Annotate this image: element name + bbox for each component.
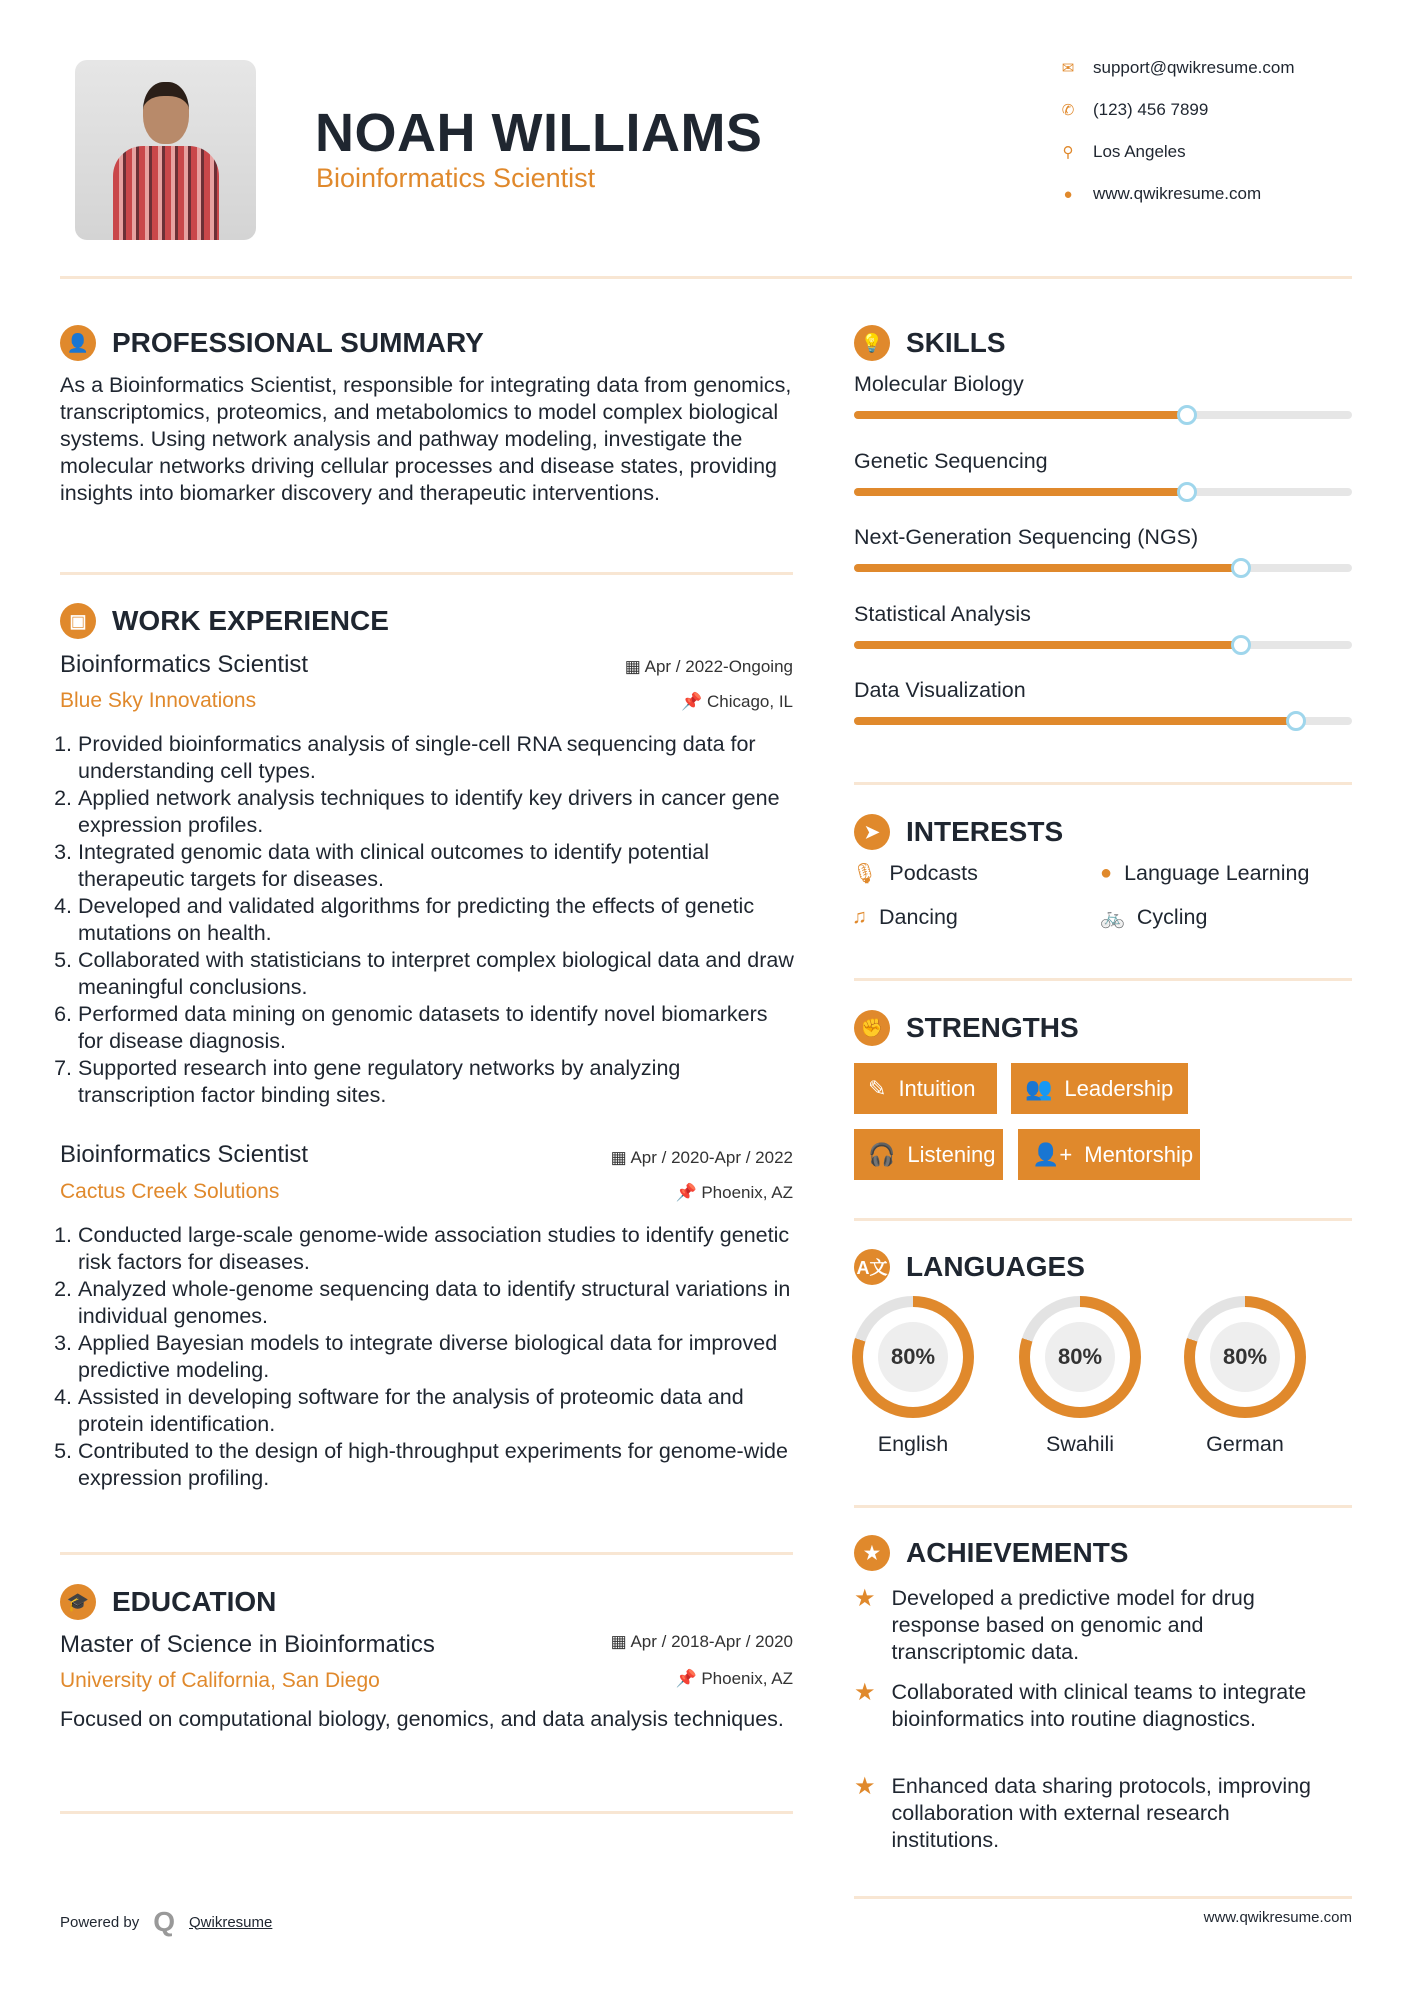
- languages-heading: [854, 1249, 1085, 1285]
- skill-item: [854, 602, 1352, 679]
- achievement-text: Collaborated with clinical teams to integrate bioinformatics into routine diagnostics.: [891, 1680, 1307, 1731]
- microphone-icon: 🎙: [852, 863, 878, 885]
- language-label: German: [1206, 1432, 1284, 1456]
- footer-brand: [60, 1906, 272, 1938]
- user-icon: 👤: [60, 325, 96, 361]
- candidate-title: Bioinformatics Scientist: [316, 163, 596, 193]
- list-item: 3. Applied Bayesian models to integrate diverse biological data for improved predictive modeling.: [78, 1330, 795, 1384]
- date-text: Apr / 2020-Apr / 2022: [630, 1148, 793, 1167]
- job-title: Bioinformatics Scientist: [60, 651, 309, 678]
- heading-text: STRENGTHS: [906, 1012, 1079, 1043]
- divider: [854, 782, 1352, 785]
- language-donut: [852, 1296, 974, 1418]
- interest-label: Cycling: [1136, 905, 1208, 929]
- skill-bar-fill: [854, 717, 1297, 725]
- skill-item: [854, 449, 1352, 526]
- school-name: University of California, San Diego: [60, 1669, 380, 1692]
- star-badge-icon: ★: [854, 1535, 890, 1571]
- job-title: Bioinformatics Scientist: [60, 1141, 309, 1168]
- list-item: 6. Performed data mining on genomic datasets to identify novel biomarkers for disease diagnosis.: [78, 1001, 795, 1055]
- job-duties: [60, 1222, 795, 1492]
- language-label: Swahili: [1045, 1432, 1115, 1456]
- achievement-text: Developed a predictive model for drug response based on genomic and transcriptomic data.: [891, 1586, 1255, 1664]
- briefcase-icon: ▣: [60, 603, 96, 639]
- divider: [60, 1552, 793, 1555]
- strength-tag: [1011, 1063, 1188, 1114]
- language-percent: 80%: [878, 1322, 948, 1392]
- contact-text: support@qwikresume.com: [1093, 58, 1295, 77]
- contact-location: [1057, 142, 1186, 162]
- language-percent: 80%: [1045, 1322, 1115, 1392]
- pin-icon: 📌: [675, 1669, 702, 1688]
- language-donut: [1019, 1296, 1141, 1418]
- job-location: [533, 692, 793, 712]
- users-icon: 👥: [1025, 1075, 1053, 1101]
- divider: [60, 276, 1352, 279]
- list-item: 4. Developed and validated algorithms for predicting the effects of genetic mutations on health.: [78, 893, 795, 947]
- qwikresume-logo-icon: Q: [153, 1906, 175, 1937]
- degree: Master of Science in Bioinformatics: [60, 1631, 435, 1658]
- skill-knob: [1231, 635, 1251, 655]
- divider: [60, 1811, 793, 1814]
- heading-text: SKILLS: [906, 327, 1006, 358]
- interest-label: Podcasts: [889, 861, 978, 885]
- skill-knob: [1286, 711, 1306, 731]
- location-text: Phoenix, AZ: [701, 1183, 793, 1202]
- map-pin-icon: ⚲: [1062, 144, 1074, 161]
- location-text: Chicago, IL: [707, 692, 793, 711]
- pin-icon: 📌: [675, 1183, 702, 1202]
- magic-wand-icon: ✎: [868, 1075, 887, 1101]
- list-item: 5. Contributed to the design of high-throughput experiments for genome-wide expression profiling.: [78, 1438, 795, 1492]
- strength-tag: [854, 1129, 1003, 1180]
- contact-text: Los Angeles: [1093, 142, 1186, 161]
- heading-text: EDUCATION: [112, 1586, 277, 1617]
- list-item: 2. Analyzed whole-genome sequencing data to identify structural variations in individual genomes.: [78, 1276, 795, 1330]
- interest-item: [1100, 905, 1207, 930]
- star-icon: ★: [854, 1679, 876, 1706]
- education-text: Focused on computational biology, genomics, and data analysis techniques.: [60, 1707, 784, 1731]
- contact-text: www.qwikresume.com: [1093, 184, 1262, 203]
- skill-knob: [1177, 482, 1197, 502]
- summary-heading: [60, 325, 484, 361]
- skill-item: [854, 372, 1352, 449]
- contact-text: (123) 456 7899: [1093, 100, 1209, 119]
- graduation-cap-icon: 🎓: [60, 1584, 96, 1620]
- bicycle-icon: 🚲: [1100, 907, 1125, 929]
- skill-bar-fill: [854, 411, 1188, 419]
- skill-label: Data Visualization: [854, 678, 1026, 702]
- heading-text: INTERESTS: [906, 816, 1064, 847]
- skill-bar: [854, 488, 1352, 496]
- achievement-text: Enhanced data sharing protocols, improving collaboration with external research institutions.: [891, 1774, 1312, 1852]
- star-icon: ★: [854, 1773, 876, 1800]
- headphones-icon: 🎧: [868, 1141, 896, 1167]
- skill-label: Genetic Sequencing: [854, 448, 1048, 473]
- strength-tag: [854, 1063, 997, 1114]
- skill-item: [854, 678, 1352, 755]
- skill-bar-fill: [854, 488, 1188, 496]
- heading-text: WORK EXPERIENCE: [112, 605, 389, 636]
- skills-heading: [854, 325, 1006, 361]
- language-percent: 80%: [1210, 1322, 1280, 1392]
- language-icon: A文: [854, 1249, 890, 1285]
- divider: [854, 1505, 1352, 1508]
- strength-tag: [1018, 1129, 1200, 1180]
- contact-website[interactable]: [1057, 184, 1261, 204]
- footer-url[interactable]: www.qwikresume.com: [1203, 1909, 1352, 1926]
- date-text: Apr / 2018-Apr / 2020: [630, 1632, 793, 1651]
- brand-link[interactable]: Qwikresume: [189, 1913, 273, 1931]
- user-plus-icon: 👤+: [1032, 1141, 1073, 1167]
- divider: [60, 572, 793, 575]
- contact-email[interactable]: [1057, 58, 1295, 78]
- list-item: 1. Provided bioinformatics analysis of single-cell RNA sequencing data for understanding cell types.: [78, 731, 795, 785]
- skill-knob: [1177, 405, 1197, 425]
- skill-knob: [1231, 558, 1251, 578]
- star-icon: ★: [854, 1585, 876, 1612]
- skill-item: [854, 525, 1352, 602]
- divider: [854, 1218, 1352, 1221]
- divider: [854, 978, 1352, 981]
- skill-bar: [854, 641, 1352, 649]
- date-text: Apr / 2022-Ongoing: [644, 657, 793, 676]
- edu-date: [533, 1632, 793, 1652]
- candidate-name: NOAH WILLIAMS: [315, 103, 763, 163]
- skill-bar-fill: [854, 641, 1242, 649]
- language-label: English: [877, 1432, 949, 1456]
- interest-label: Dancing: [879, 905, 958, 929]
- skill-bar-fill: [854, 564, 1242, 572]
- job-duties: [60, 731, 795, 1109]
- list-item: 7. Supported research into gene regulatory networks by analyzing transcription factor binding sites.: [78, 1055, 795, 1109]
- list-item: 1. Conducted large-scale genome-wide association studies to identify genetic risk factors for diseases.: [78, 1222, 795, 1276]
- achievements-heading: [854, 1535, 1128, 1571]
- achievement-item: [854, 1585, 1314, 1666]
- edu-location: [533, 1669, 793, 1689]
- achievement-item: [854, 1679, 1314, 1733]
- location-text: Phoenix, AZ: [701, 1669, 793, 1688]
- job-location: [533, 1183, 793, 1203]
- globe-icon: ●: [1063, 185, 1073, 203]
- company-name: Cactus Creek Solutions: [60, 1180, 280, 1203]
- heading-text: LANGUAGES: [906, 1251, 1085, 1282]
- achievement-item: [854, 1773, 1314, 1854]
- interest-item: [1100, 861, 1309, 886]
- skill-label: Next-Generation Sequencing (NGS): [854, 525, 1199, 549]
- language-donut: [1184, 1296, 1306, 1418]
- divider: [854, 1896, 1352, 1899]
- calendar-icon: ▦: [610, 1148, 631, 1167]
- list-item: 3. Integrated genomic data with clinical outcomes to identify potential therapeutic targets for diseases.: [78, 839, 795, 893]
- education-heading: [60, 1584, 276, 1620]
- powered-by-text: Powered by: [60, 1913, 140, 1931]
- skill-bar: [854, 564, 1352, 572]
- list-item: 2. Applied network analysis techniques to identify key drivers in cancer gene expression profiles.: [78, 785, 795, 839]
- skill-bar: [854, 717, 1352, 725]
- interest-item: [852, 861, 978, 886]
- tag-label: Mentorship: [1084, 1141, 1194, 1167]
- calendar-icon: ▦: [610, 1632, 631, 1651]
- work-heading: [60, 603, 389, 639]
- list-item: 5. Collaborated with statisticians to interpret complex biological data and draw meaningful conclusions.: [78, 947, 795, 1001]
- skill-label: Statistical Analysis: [854, 601, 1031, 626]
- list-item: 4. Assisted in developing software for the analysis of proteomic data and protein identification.: [78, 1384, 795, 1438]
- envelope-icon: ✉: [1061, 60, 1075, 77]
- globe-icon: ●: [1100, 862, 1113, 884]
- heading-text: PROFESSIONAL SUMMARY: [112, 327, 484, 358]
- skills-list: [854, 372, 1352, 755]
- skill-label: Molecular Biology: [854, 372, 1024, 396]
- interest-label: Language Learning: [1124, 861, 1310, 885]
- strengths-heading: [854, 1010, 1079, 1046]
- interest-item: [852, 905, 958, 930]
- calendar-icon: ▦: [624, 657, 645, 676]
- job-date: [533, 1148, 793, 1168]
- tag-label: Listening: [907, 1141, 996, 1167]
- pin-icon: 📌: [681, 692, 707, 711]
- heading-text: ACHIEVEMENTS: [906, 1537, 1129, 1568]
- tag-label: Intuition: [898, 1075, 976, 1101]
- lightbulb-icon: 💡: [854, 325, 890, 361]
- profile-photo: [75, 60, 256, 240]
- skill-bar: [854, 411, 1352, 419]
- fist-icon: ✊: [854, 1010, 890, 1046]
- phone-icon: ✆: [1061, 102, 1075, 119]
- contact-phone: [1057, 100, 1208, 120]
- company-name: Blue Sky Innovations: [60, 689, 257, 712]
- paper-plane-icon: ➤: [854, 814, 890, 850]
- job-date: [533, 657, 793, 677]
- music-note-icon: ♫: [852, 906, 867, 928]
- interests-heading: [854, 814, 1063, 850]
- tag-label: Leadership: [1064, 1075, 1174, 1101]
- summary-text: As a Bioinformatics Scientist, responsible for integrating data from genomics, transcriptomics, proteomics, and metabolomics to model complex biological systems. Using network analysis and pathway modeling, investigate the molecular networks driving cellular processes and disease states, providing insights into biomarker discovery and therapeutic interventions.: [60, 373, 792, 505]
